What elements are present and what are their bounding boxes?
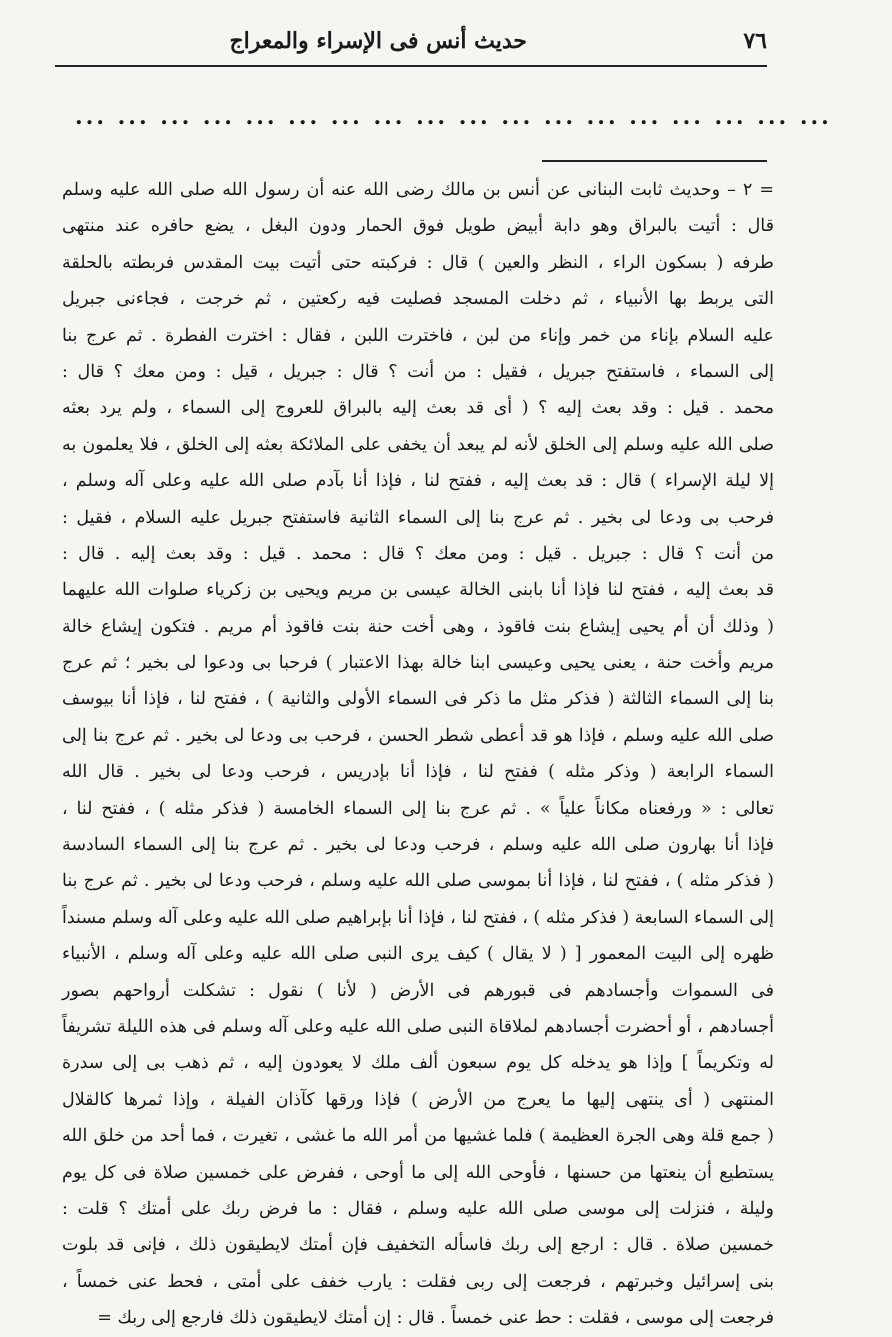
text-line: فإذا أنا بهارون صلى الله عليه وسلم ، فرحب ودعا لى بخير . ثم عرج بنا إلى السماء السادسة [62, 835, 774, 856]
text-line: ( فذكر مثله ) ، ففتح لنا ، فإذا أنا بموسى صلى الله عليه وسلم ، فرحب ودعا لى بخير . ثم عرج بنا [62, 871, 774, 892]
text-line: بنى إسرائيل وخبرتهم ، فرجعت إلى ربى فقلت : يارب خفف على أمتى ، فحط عنى خمساً ، [62, 1271, 774, 1292]
text-line: صلى الله عليه وسلم إلى الخلق لأنه لم يبعد أن يخفى على الملائكة بعثه إلى الخلق ، فلا يعلمون به [62, 434, 774, 455]
text-line: يستطيع أن ينعتها من حسنها ، فأوحى الله إلى ما أوحى ، ففرض على خمسين صلاة فى كل يوم [62, 1162, 774, 1183]
text-line: تعالى : « ورفعناه مكاناً علياً » . ثم عرج بنا إلى السماء الخامسة ( فذكر مثله ) ، ففتح لنا ، [62, 798, 774, 819]
text-line: ( جمع قلة وهى الجرة العظيمة ) فلما غشيها من أمر الله ما غشى ، تغيرت ، فما أحد من خلق الله [62, 1126, 774, 1147]
text-line: وليلة ، فنزلت إلى موسى صلى الله عليه وسلم ، فقال : ما فرض ربك على أمتك ؟ قلت : [62, 1198, 774, 1219]
text-line: إلى السماء السابعة ( فذكر مثله ) ، ففتح لنا ، فإذا أنا بإبراهيم صلى الله عليه وعلى آله وسلم مسنداً [62, 907, 774, 928]
text-line: فى السموات وأجسادهم فى قبورهم فى الأرض ( لأنا ) نقول : تشكلت أرواحهم بصور [62, 980, 774, 1001]
text-line: من أنت ؟ قال : جبريل . قيل : ومن معك ؟ قال : محمد . قيل : وقد بعث إليه . قال : [62, 543, 774, 564]
text-line: فرحب بى ودعا لى بخير . ثم عرج بنا إلى السماء الثانية فاستفتح جبريل عليه السلام ، فقيل : [62, 507, 774, 528]
text-line: مريم وأخت حنة ، يعنى يحيى وعيسى ابنا خالة بهذا الاعتبار ) فرحبا بى ودعوا لى بخير ؛ ثم عرج [62, 653, 774, 674]
text-line: إلا ليلة الإسراء ) قال : قد بعث إليه ، ففتح لنا ، فإذا أنا بآدم صلى الله عليه وعلى آله وسلم ، [62, 471, 774, 492]
page-header [55, 22, 767, 64]
text-line: = ٢ – وحديث ثابت البنانى عن أنس بن مالك رضى الله عنه أن رسول الله صلى الله عليه وسلم [62, 180, 774, 200]
text-line: طرفه ( بسكون الراء ، النظر والعين ) قال : فركبته حتى أتيت بيت المقدس فربطته بالحلقة [62, 252, 774, 273]
body-text [62, 172, 774, 1329]
section-rule [542, 160, 767, 162]
text-line: أجسادهم ، أو أحضرت أجسادهم لملاقاة النبى صلى الله عليه وعلى آله وسلم فى هذه الليلة تشريفاً [62, 1016, 774, 1037]
text-line: التى يربط بها الأنبياء ، ثم دخلت المسجد فصليت فيه ركعتين ، ثم خرجت ، فجاءنى جبريل [62, 289, 774, 310]
text-line: صلى الله عليه وسلم ، فإذا هو قد أعطى شطر الحسن ، فرحب بى ودعا لى بخير . ثم عرج بنا إلى [62, 725, 774, 746]
omission-dots: ... ... ... ... ... ... ... ... ... ... ... ... ... ... ... ... ... ... [75, 104, 832, 130]
page-number: ٧٦ [743, 28, 767, 54]
text-line: المنتهى ( أى ينتهى إليها ما يعرج من الأرض ) فإذا ورقها كآذان الفيلة ، وإذا ثمرها كالقلال [62, 1089, 774, 1110]
text-line: خمسين صلاة . قال : ارجع إلى ربك فاسأله التخفيف فإن أمتك لايطيقون ذلك ، فإنى قد بلوت [62, 1235, 774, 1256]
text-line: ( وذلك أن أم يحيى إيشاع بنت فاقوذ ، وهى أخت حنة بنت فاقوذ أم مريم . فتكون إيشاع خالة [62, 616, 774, 637]
text-line: قال : أتيت بالبراق وهو دابة أبيض طويل فوق الحمار ودون البغل ، يضع حافره عند منتهى [62, 216, 774, 237]
text-line: ظهره إلى البيت المعمور [ ( لا يقال ) كيف يرى النبى صلى الله عليه وعلى آله وسلم ، الأنبياء [62, 944, 774, 965]
text-line: عليه السلام بإناء من خمر وإناء من لبن ، فاخترت اللبن ، فقال : اخترت الفطرة . ثم عرج بنا [62, 325, 774, 346]
header-rule [55, 65, 767, 67]
text-line: قد بعث إليه ، ففتح لنا فإذا أنا بابنى الخالة عيسى بن مريم ويحيى بن زكرياء صلوات الله عليهما [62, 580, 774, 601]
running-title: حديث أنس فى الإسراء والمعراج [229, 28, 527, 54]
text-line: فرجعت إلى موسى ، فقلت : حط عنى خمساً . قال : إن أمتك لايطيقون ذلك فارجع إلى ربك = [97, 1308, 774, 1329]
text-line: له وتكريماً ] وإذا هو يدخله كل يوم سبعون ألف ملك لا يعودون إليه ، ثم ذهب بى إلى سدرة [62, 1053, 774, 1074]
text-line: محمد . قيل : وقد بعث إليه ؟ ( أى قد بعث إليه بالبراق للعروج إلى السماء ، ولم يرد بعثه [62, 398, 774, 419]
text-line: بنا إلى السماء الثالثة ( فذكر مثل ما ذكر فى السماء الأولى والثانية ) ، ففتح لنا ، فإذا أنا بيوسف [62, 689, 774, 710]
text-line: السماء الرابعة ( وذكر مثله ) ففتح لنا ، فإذا أنا بإدريس ، فرحب ودعا لى بخير . قال الله [62, 762, 774, 783]
text-line: إلى السماء ، فاستفتح جبريل ، فقيل : من أنت ؟ قال : جبريل ، قيل : ومن معك ؟ قال : [62, 361, 774, 382]
